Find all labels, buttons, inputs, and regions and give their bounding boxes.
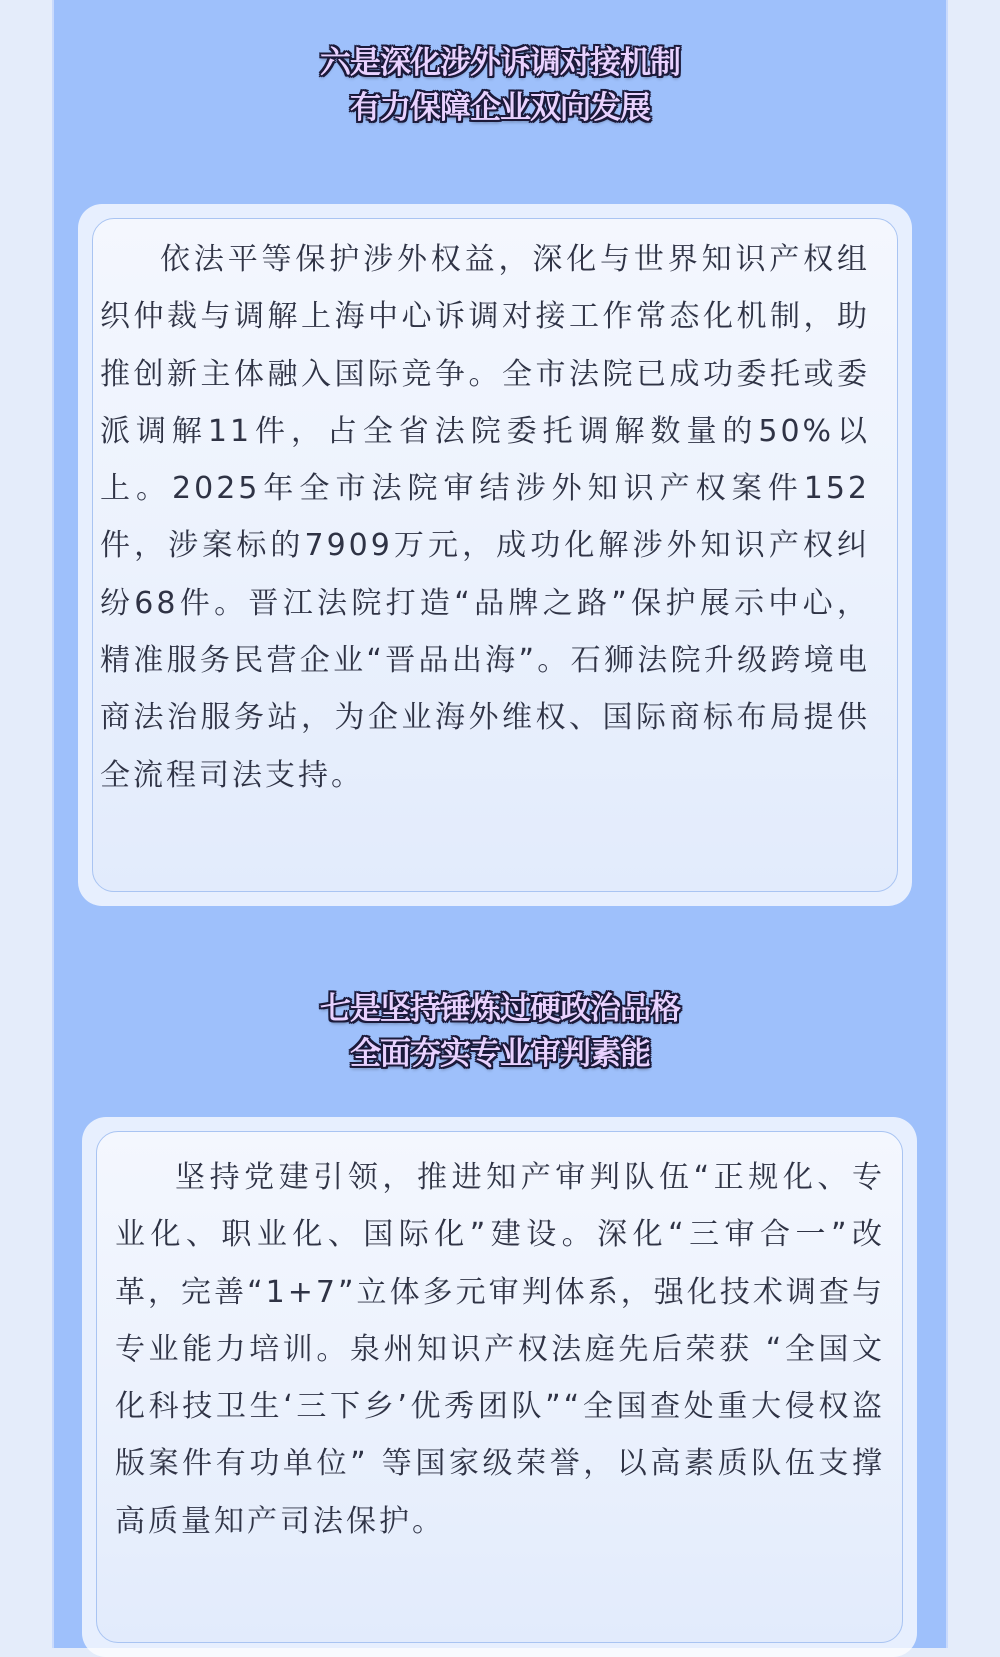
section-7-heading — [0, 987, 1000, 1077]
section-7-title-line2: 全面夯实专业审判素能 — [350, 1036, 650, 1072]
section-7-body: 坚持党建引领，推进知产审判队伍“正规化、专业化、职业化、国际化”建设。深化“三审合一”改革，完善“1+7”立体多元审判体系，强化技术调查与专业能力培训。泉州知识产权法庭先后荣获 “全国文化科技卫生‘三下乡’优秀团队”“全国查处重大侵权盗版案件有功单位” 等国家级荣誉，以高素质队伍支撑高质量知产司法保护。 — [115, 1160, 885, 1539]
section-6-body: 依法平等保护涉外权益，深化与世界知识产权组织仲裁与调解上海中心诉调对接工作常态化机制，助推创新主体融入国际竞争。全市法院已成功委托或委派调解11件，占全省法院委托调解数量的50%以上。2025年全市法院审结涉外知识产权案件152件，涉案标的7909万元，成功化解涉外知识产权纠纷68件。晋江法院打造“品牌之路”保护展示中心，精准服务民营企业“晋品出海”。石狮法院升级跨境电商法治服务站，为企业海外维权、国际商标布局提供全流程司法支持。 — [100, 242, 870, 793]
section-6-heading — [0, 41, 1000, 131]
section-6-title-line2: 有力保障企业双向发展 — [350, 90, 650, 126]
section-6-title-line1: 六是深化涉外诉调对接机制 — [320, 45, 680, 81]
section-7-title-line1: 七是坚持锤炼过硬政治品格 — [320, 991, 680, 1027]
